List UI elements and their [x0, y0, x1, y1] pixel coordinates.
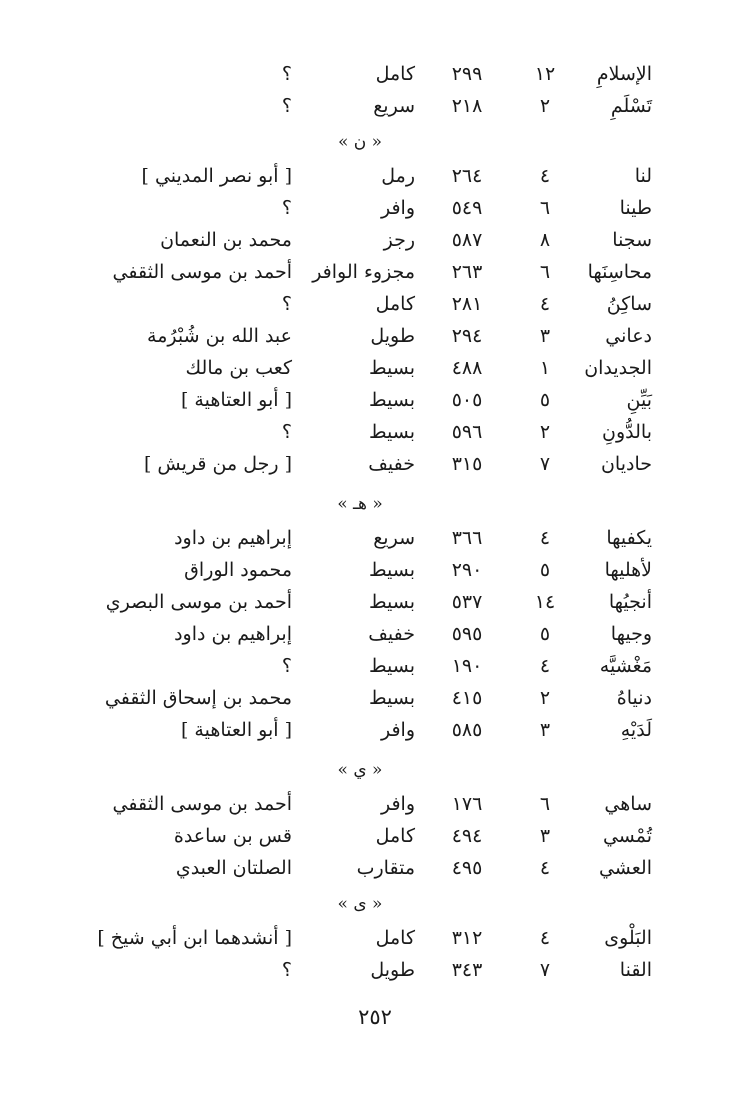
rhyme-word: العشي — [598, 857, 652, 879]
index-row — [0, 352, 755, 384]
poet: [ أبو نصر المديني ] — [141, 165, 292, 187]
poet: ؟ — [281, 293, 292, 315]
index-row — [0, 256, 755, 288]
rhyme-word: ساكِنُ — [606, 293, 652, 315]
page-reference: ٣٤٣ — [451, 959, 483, 981]
page-reference: ٥٨٧ — [451, 229, 483, 251]
rhyme-word: القنا — [619, 959, 652, 981]
verse-count: ١٢ — [534, 63, 556, 85]
rhyme-word: وجيها — [610, 623, 652, 645]
poet: إبراهيم بن داود — [174, 623, 292, 645]
page-reference: ١٩٠ — [451, 655, 483, 677]
verse-count: ١ — [539, 357, 551, 379]
meter: طويل — [370, 959, 415, 981]
verse-count: ١٤ — [534, 591, 556, 613]
poet: ؟ — [281, 63, 292, 85]
verse-count: ٤ — [539, 293, 551, 315]
index-row — [0, 820, 755, 852]
verse-count: ٥ — [539, 389, 551, 411]
poet: [ رجل من قريش ] — [143, 453, 292, 475]
page-reference: ٢٩٤ — [451, 325, 483, 347]
index-row — [0, 384, 755, 416]
rhyme-word: ساهي — [604, 793, 652, 815]
section-header-ya: « ي » — [337, 760, 383, 780]
page-reference: ٢٩٩ — [451, 63, 483, 85]
meter: بسيط — [368, 559, 415, 581]
meter: وافر — [380, 197, 415, 219]
rhyme-word: دعاني — [605, 325, 652, 347]
page-reference: ١٧٦ — [451, 793, 483, 815]
poet: عبد الله بن شُبْرُمة — [147, 325, 292, 347]
meter: بسيط — [368, 421, 415, 443]
poet: أحمد بن موسى الثقفي — [112, 793, 292, 815]
section-header-nun: « ن » — [337, 132, 383, 152]
verse-count: ٣ — [539, 825, 551, 847]
poet: محمود الوراق — [184, 559, 292, 581]
rhyme-word: تُمْسي — [602, 825, 652, 847]
poet: إبراهيم بن داود — [174, 527, 292, 549]
rhyme-word: الجديدان — [584, 357, 652, 379]
poet: الصلتان العبدي — [175, 857, 292, 879]
page-reference: ٣١٥ — [451, 453, 483, 475]
meter: خفيف — [368, 623, 415, 645]
meter: خفيف — [368, 453, 415, 475]
verse-count: ٤ — [539, 165, 551, 187]
meter: كامل — [375, 825, 415, 847]
rhyme-word: يكفيها — [606, 527, 652, 549]
poet: محمد بن النعمان — [160, 229, 292, 251]
page-reference: ٤٩٥ — [451, 857, 483, 879]
verse-count: ٦ — [539, 793, 551, 815]
page-reference: ٢١٨ — [451, 95, 483, 117]
index-row — [0, 58, 755, 90]
rhyme-word: الإسلامِ — [596, 63, 652, 85]
rhyme-word: البَلْوى — [604, 927, 652, 949]
verse-count: ٣ — [539, 325, 551, 347]
index-row — [0, 954, 755, 986]
verse-count: ٤ — [539, 857, 551, 879]
rhyme-word: حاديان — [600, 453, 652, 475]
page-reference: ٤٩٤ — [451, 825, 483, 847]
poet: ؟ — [281, 655, 292, 677]
section-header-alif-maqsura: « ى » — [337, 894, 383, 914]
index-row — [0, 224, 755, 256]
verse-count: ٤ — [539, 927, 551, 949]
rhyme-word: لنا — [634, 165, 652, 187]
index-row — [0, 554, 755, 586]
rhyme-word: لَدَيْهِ — [620, 719, 652, 741]
meter: وافر — [380, 719, 415, 741]
index-row — [0, 192, 755, 224]
page-reference: ٣١٢ — [451, 927, 483, 949]
page-reference: ٣٦٦ — [451, 527, 483, 549]
meter: متقارب — [356, 857, 415, 879]
index-row — [0, 448, 755, 480]
meter: كامل — [375, 63, 415, 85]
poet: ؟ — [281, 197, 292, 219]
verse-count: ٤ — [539, 527, 551, 549]
index-row — [0, 714, 755, 746]
rhyme-word: مَغْشيَّه — [599, 655, 652, 677]
verse-count: ٨ — [539, 229, 551, 251]
index-row — [0, 90, 755, 122]
rhyme-word: دنياهُ — [616, 687, 652, 709]
page-reference: ٤١٥ — [451, 687, 483, 709]
meter: كامل — [375, 927, 415, 949]
meter: طويل — [370, 325, 415, 347]
verse-count: ٢ — [539, 421, 551, 443]
poet: ؟ — [281, 95, 292, 117]
poet: ؟ — [281, 421, 292, 443]
index-row — [0, 288, 755, 320]
verse-count: ٧ — [539, 959, 551, 981]
page-number: ٢٥٢ — [358, 1005, 392, 1029]
poet: أحمد بن موسى الثقفي — [112, 261, 292, 283]
meter: رمل — [381, 165, 415, 187]
index-row — [0, 160, 755, 192]
verse-count: ٤ — [539, 655, 551, 677]
index-row — [0, 618, 755, 650]
page-reference: ٤٨٨ — [451, 357, 483, 379]
meter: بسيط — [368, 687, 415, 709]
poet: قس بن ساعدة — [173, 825, 292, 847]
index-row — [0, 788, 755, 820]
meter: كامل — [375, 293, 415, 315]
verse-count: ٧ — [539, 453, 551, 475]
poet: [ أبو العتاهية ] — [180, 719, 292, 741]
poet: [ أبو العتاهية ] — [180, 389, 292, 411]
poet: محمد بن إسحاق الثقفي — [104, 687, 292, 709]
index-row — [0, 586, 755, 618]
rhyme-word: تَسْلَمِ — [610, 95, 652, 117]
meter: مجزوء الوافر — [312, 261, 415, 283]
poet: [ أنشدهما ابن أبي شيخ ] — [97, 927, 292, 949]
meter: بسيط — [368, 591, 415, 613]
page-reference: ٥٤٩ — [451, 197, 483, 219]
verse-count: ٣ — [539, 719, 551, 741]
page-reference: ٥٣٧ — [451, 591, 483, 613]
poet: أحمد بن موسى البصري — [105, 591, 292, 613]
meter: بسيط — [368, 357, 415, 379]
page-reference: ٥٠٥ — [451, 389, 483, 411]
poet: ؟ — [281, 959, 292, 981]
verse-count: ٥ — [539, 623, 551, 645]
page-reference: ٢٦٤ — [451, 165, 483, 187]
rhyme-word: لأهليها — [604, 559, 652, 581]
page-reference: ٢٦٣ — [451, 261, 483, 283]
rhyme-word: بَيِّنِ — [626, 389, 652, 411]
verse-count: ٢ — [539, 95, 551, 117]
page-reference: ٥٨٥ — [451, 719, 483, 741]
rhyme-word: بالدُّونِ — [602, 421, 652, 443]
page-reference: ٥٩٦ — [451, 421, 483, 443]
page-reference: ٥٩٥ — [451, 623, 483, 645]
rhyme-word: محاسِنَها — [587, 261, 652, 283]
index-row — [0, 650, 755, 682]
page-reference: ٢٨١ — [451, 293, 483, 315]
index-row — [0, 522, 755, 554]
rhyme-word: أنجيُها — [608, 591, 652, 613]
meter: سريع — [373, 95, 415, 117]
rhyme-word: طينا — [619, 197, 652, 219]
verse-count: ٢ — [539, 687, 551, 709]
meter: بسيط — [368, 655, 415, 677]
verse-count: ٦ — [539, 261, 551, 283]
index-row — [0, 682, 755, 714]
index-row — [0, 922, 755, 954]
verse-count: ٦ — [539, 197, 551, 219]
section-header-ha: « هـ » — [337, 494, 383, 514]
meter: رجز — [383, 229, 415, 251]
poet: كعب بن مالك — [185, 357, 292, 379]
index-row — [0, 852, 755, 884]
meter: سريع — [373, 527, 415, 549]
meter: بسيط — [368, 389, 415, 411]
meter: وافر — [380, 793, 415, 815]
rhyme-word: سجنا — [612, 229, 652, 251]
index-row — [0, 320, 755, 352]
index-row — [0, 416, 755, 448]
verse-count: ٥ — [539, 559, 551, 581]
page-reference: ٢٩٠ — [451, 559, 483, 581]
